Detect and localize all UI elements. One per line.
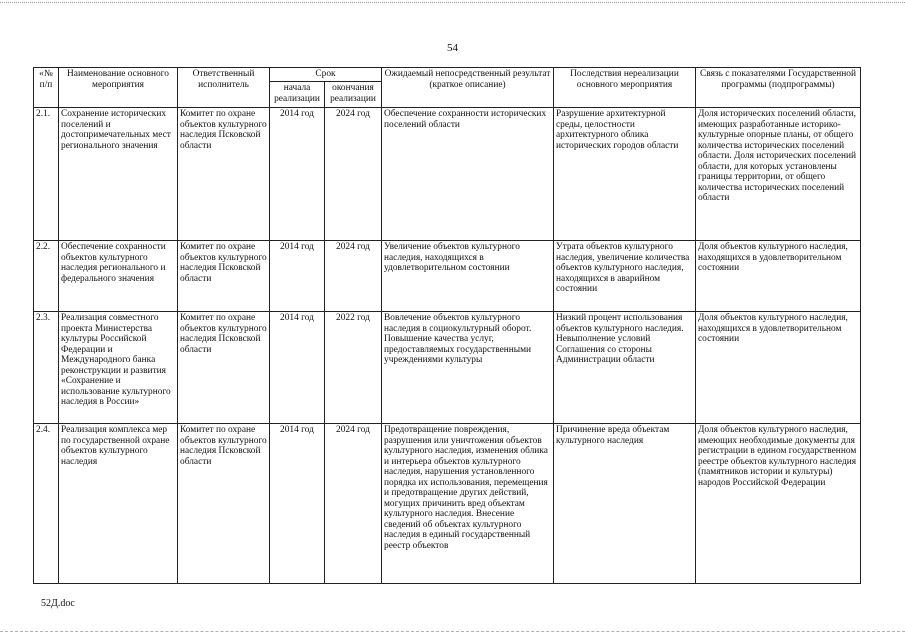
row-number: 2.1. — [34, 108, 59, 241]
table-row — [34, 312, 861, 424]
row-link: Доля исторических поселений области, имеющих разработанные историко-культурные опорные планы, от общего количества исторических поселений области. Доля исторических поселений области, для которых установлены границы территории, от общего количества исторических поселений области — [696, 108, 861, 241]
row-start: 2014 год — [270, 241, 325, 312]
row-number: 2.2. — [34, 241, 59, 312]
table-row — [34, 424, 861, 584]
header-result: Ожидаемый непосредственный результат (краткое описание) — [382, 68, 554, 108]
header-num: «№ п/п — [34, 68, 59, 108]
row-link: Доля объектов культурного наследия, имеющих необходимые документы для регистрации в едином государственном реестре объектов культурного наследия (памятников истории и культуры) народов Российской Федерации — [696, 424, 861, 584]
row-end: 2022 год — [325, 312, 382, 424]
row-executor: Комитет по охране объектов культурного наследия Псковской области — [178, 312, 270, 424]
row-result: Предотвращение повреждения, разрушения или уничтожения объектов культурного наследия, изменения облика и интерьера объектов культурного наследия, нарушения установленного порядка их использования, перемещения и предотвращение других действий, могущих причинить вред объектам культурного наследия. Внесение сведений об объектах культурного наследия в единый государственный реестр объектов — [382, 424, 554, 584]
file-name-footer: 52Д.doc — [41, 598, 75, 609]
header-name: Наименование основного мероприятия — [59, 68, 178, 108]
row-consequences: Утрата объектов культурного наследия, увеличение количества объектов культурного наследия, находящихся в аварийном состоянии — [554, 241, 696, 312]
row-name: Обеспечение сохранности объектов культурного наследия регионального и федерального значения — [59, 241, 178, 312]
row-link: Доля объектов культурного наследия, находящихся в удовлетворительном состоянии — [696, 312, 861, 424]
page-number: 54 — [447, 42, 458, 54]
row-name: Сохранение исторических поселений и достопримечательных мест регионального значения — [59, 108, 178, 241]
table-row — [34, 241, 861, 312]
row-start: 2014 год — [270, 312, 325, 424]
row-result: Вовлечение объектов культурного наследия в социокультурный оборот. Повышение качества услуг, предоставляемых государственными учреждениями культуры — [382, 312, 554, 424]
row-start: 2014 год — [270, 424, 325, 584]
header-executor: Ответственный исполнитель — [178, 68, 270, 108]
row-end: 2024 год — [325, 424, 382, 584]
header-link: Связь с показателями Государственной программы (подпрограммы) — [696, 68, 861, 108]
row-start: 2014 год — [270, 108, 325, 241]
header-start: начала реализации — [270, 82, 325, 108]
row-link: Доля объектов культурного наследия, находящихся в удовлетворительном состоянии — [696, 241, 861, 312]
row-result: Увеличение объектов культурного наследия, находящихся в удовлетворительном состоянии — [382, 241, 554, 312]
scan-artifact-bottom — [0, 631, 905, 632]
row-name: Реализация комплекса мер по государственной охране объектов культурного наследия — [59, 424, 178, 584]
header-term: Срок — [270, 68, 382, 82]
row-result: Обеспечение сохранности исторических поселений области — [382, 108, 554, 241]
program-table — [33, 67, 861, 584]
row-end: 2024 год — [325, 108, 382, 241]
row-consequences: Разрушение архитектурной среды, целостности архитектурного облика исторических городов области — [554, 108, 696, 241]
row-number: 2.3. — [34, 312, 59, 424]
row-end: 2024 год — [325, 241, 382, 312]
header-consequences: Последствия нереализации основного мероприятия — [554, 68, 696, 108]
table-header-row — [34, 68, 861, 82]
row-consequences: Причинение вреда объектам культурного наследия — [554, 424, 696, 584]
row-number: 2.4. — [34, 424, 59, 584]
header-end: окончания реализации — [325, 82, 382, 108]
table-row — [34, 108, 861, 241]
row-name: Реализация совместного проекта Министерства культуры Российской Федерации и Международного банка реконструкции и развития «Сохранение и использование культурного наследия в России» — [59, 312, 178, 424]
row-executor: Комитет по охране объектов культурного наследия Псковской области — [178, 241, 270, 312]
row-executor: Комитет по охране объектов культурного наследия Псковской области — [178, 108, 270, 241]
row-consequences: Низкий процент использования объектов культурного наследия. Невыполнение условий Соглашения со стороны Администрации области — [554, 312, 696, 424]
scan-artifact-top — [0, 2, 905, 3]
row-executor: Комитет по охране объектов культурного наследия Псковской области — [178, 424, 270, 584]
